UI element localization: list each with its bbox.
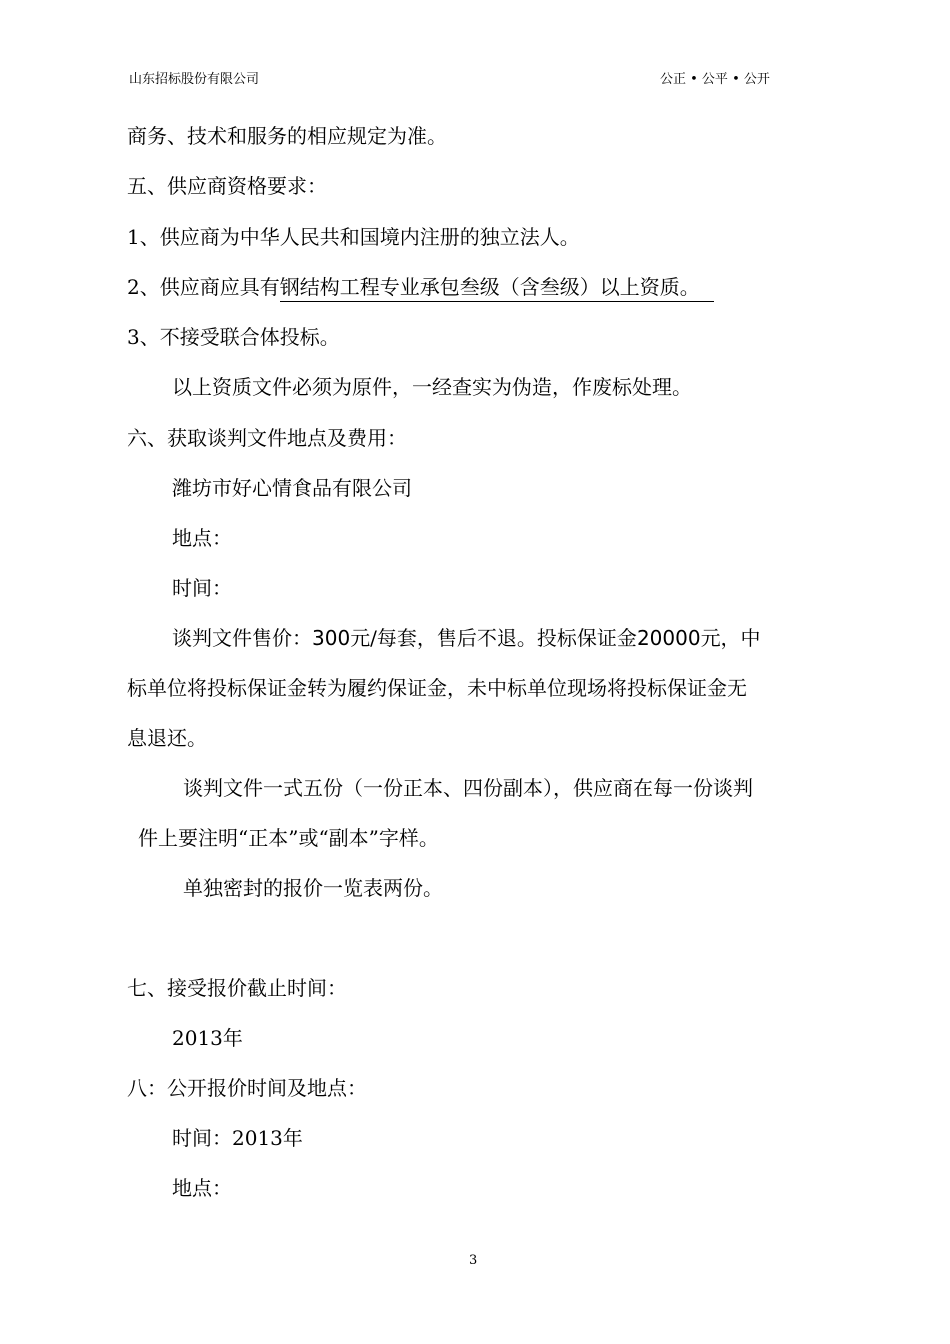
text-span: 谈判文件售价：: [172, 626, 312, 650]
deadline-year: 2013年: [172, 1026, 243, 1050]
text-span: 元，中: [700, 626, 761, 650]
requirement-2-prefix: 2、供应商应具有: [127, 275, 280, 299]
text-line: 件上要注明“正本”或“副本”字样。: [138, 826, 439, 850]
text-span: 元/每套，售后不退。投标保证金: [350, 626, 637, 650]
text-line: 商务、技术和服务的相应规定为准。: [127, 124, 447, 148]
company-name: 潍坊市好心情食品有限公司: [172, 476, 412, 500]
time-label: 时间：: [172, 576, 232, 600]
location-label: 地点：: [172, 526, 232, 550]
opening-time: 时间：2013年: [172, 1126, 303, 1150]
section-heading-6: 六、获取谈判文件地点及费用：: [127, 426, 407, 450]
text-line: 单独密封的报价一览表两份。: [183, 876, 443, 900]
section-heading-8: 八：公开报价时间及地点：: [127, 1076, 367, 1100]
header-company-name: 山东招标股份有限公司: [129, 72, 260, 87]
header-motto: 公正 • 公平 • 公开: [660, 72, 770, 87]
page-number: 3: [469, 1253, 478, 1268]
requirement-3: 3、不接受联合体投标。: [127, 325, 340, 349]
text-line: 以上资质文件必须为原件，一经查实为伪造，作废标处理。: [172, 375, 692, 399]
price-line: [172, 626, 761, 650]
section-heading-7: 七、接受报价截止时间：: [127, 976, 347, 1000]
requirement-2: [127, 275, 714, 299]
requirement-1: 1、供应商为中华人民共和国境内注册的独立法人。: [127, 225, 580, 249]
text-line: 息退还。: [127, 726, 207, 750]
opening-location: 地点：: [172, 1176, 232, 1200]
text-line: 标单位将投标保证金转为履约保证金，未中标单位现场将投标保证金无: [127, 676, 747, 700]
section-heading-5: 五、供应商资格要求：: [127, 174, 327, 198]
text-line: 谈判文件一式五份（一份正本、四份副本），供应商在每一份谈判: [183, 776, 753, 800]
price-value: 300: [312, 626, 351, 650]
deposit-value: 20000: [636, 626, 701, 650]
requirement-2-qualification: 钢结构工程专业承包叁级（含叁级）以上资质。: [280, 275, 714, 302]
